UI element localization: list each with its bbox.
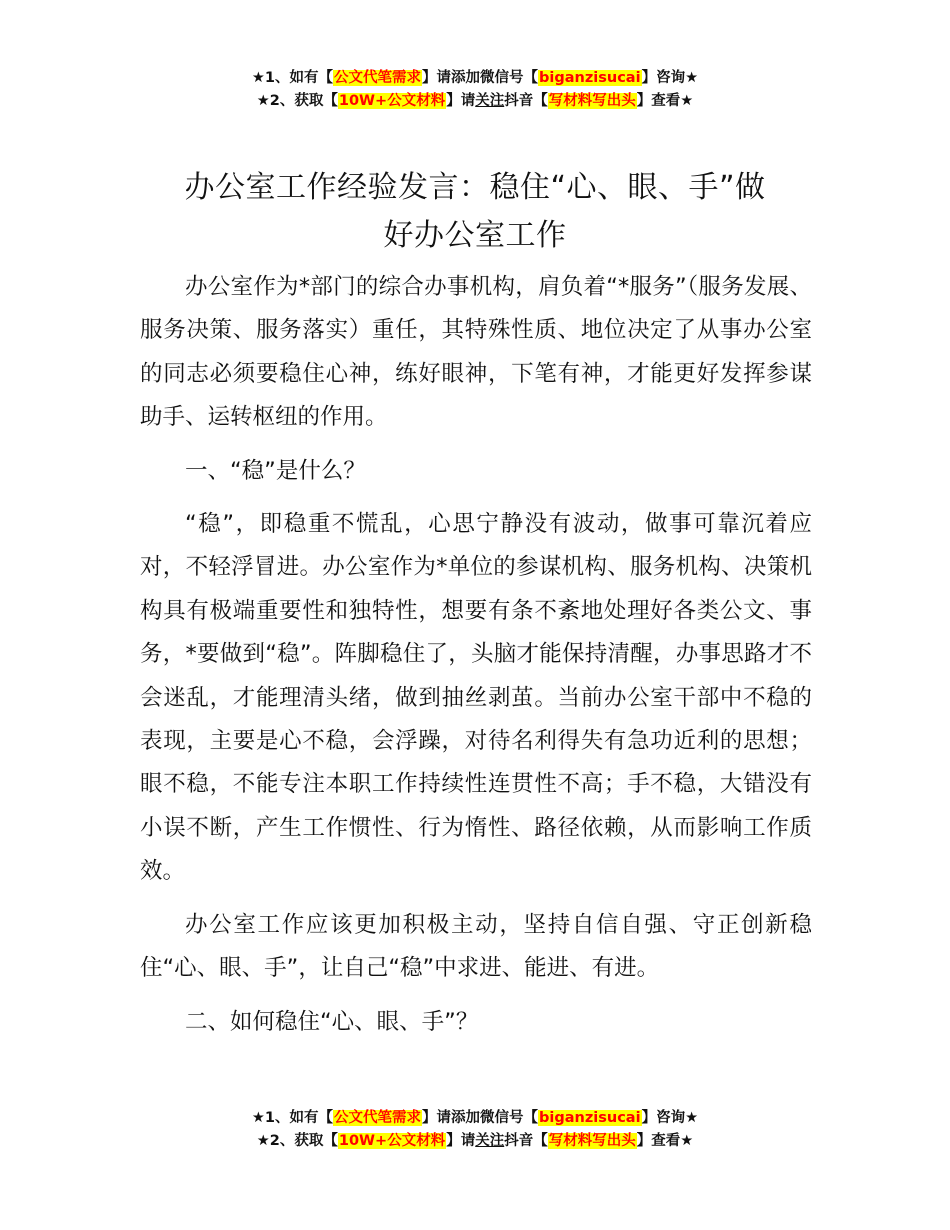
section-heading-2: 二、如何稳住“心、眼、手”？: [185, 1008, 479, 1035]
banner-text: ★1、如有【: [251, 70, 334, 86]
banner-line-1: [0, 67, 950, 90]
banner-text: 抖音【: [504, 1133, 548, 1149]
banner-text: 抖音【: [504, 93, 548, 109]
banner-underlined-text: 关注: [475, 1133, 505, 1149]
title-line-1: 办公室工作经验发言：稳住“心、眼、手”做: [184, 170, 766, 205]
header-banner: [0, 67, 950, 113]
paragraph-intro: 办公室作为*部门的综合办事机构，肩负着“*服务”（服务发展、服务决策、服务落实）重任，其特殊性质、地位决定了从事办公室的同志必须要稳住心神，练好眼神，下笔有神，才能更好发挥参谋助手、运转枢纽的作用。: [140, 274, 812, 431]
banner-highlight: 公文代笔需求: [334, 70, 422, 86]
banner-text: 】请添加微信号【: [422, 70, 539, 86]
banner-highlight: 10W+公文材料: [338, 1133, 446, 1149]
document-title: [140, 164, 810, 260]
banner-text: ★2、获取【: [256, 1133, 338, 1149]
footer-banner: [0, 1107, 950, 1153]
banner-text: 】咨询★: [641, 1110, 699, 1126]
banner-text: 】咨询★: [641, 70, 699, 86]
banner-highlight: biganzisucai: [539, 70, 641, 86]
paragraph-stability: “稳”，即稳重不慌乱，心思宁静没有波动，做事可靠沉着应对，不轻浮冒进。办公室作为*单位的参谋机构、服务机构、决策机构具有极端重要性和独特性，想要有条不紊地处理好各类公文、事务，*要做到“稳”。阵脚稳住了，头脑才能保持清醒，办事思路才不会迷乱，才能理清头绪，做到抽丝剥茧。当前办公室干部中不稳的表现，主要是心不稳，会浮躁，对待名利得失有急功近利的思想；眼不稳，不能专注本职工作持续性连贯性不高；手不稳，大错没有小误不断，产生工作惯性、行为惰性、路径依赖，从而影响工作质效。: [140, 511, 812, 885]
banner-text: 】查看★: [636, 93, 694, 109]
banner-line-2: [0, 1130, 950, 1153]
banner-highlight: biganzisucai: [539, 1110, 641, 1126]
banner-highlight: 写材料写出头: [548, 1133, 636, 1149]
paragraph-proactive: 办公室工作应该更加积极主动，坚持自信自强、守正创新稳住“心、眼、手”，让自己“稳”中求进、能进、有进。: [140, 911, 812, 982]
banner-text: 】请添加微信号【: [422, 1110, 539, 1126]
banner-highlight: 写材料写出头: [548, 93, 636, 109]
banner-text: 】请: [446, 93, 476, 109]
banner-highlight: 10W+公文材料: [338, 93, 446, 109]
banner-line-2: [0, 90, 950, 113]
banner-text: 】查看★: [636, 1133, 694, 1149]
banner-underlined-text: 关注: [475, 93, 505, 109]
banner-text: ★2、获取【: [256, 93, 338, 109]
section-heading-1: 一、“稳”是什么？: [185, 457, 366, 484]
banner-highlight: 公文代笔需求: [334, 1110, 422, 1126]
title-line-2: 好办公室工作: [383, 218, 567, 253]
banner-text: 】请: [446, 1133, 476, 1149]
banner-text: ★1、如有【: [251, 1110, 334, 1126]
banner-line-1: [0, 1107, 950, 1130]
document-body: [140, 266, 812, 1044]
